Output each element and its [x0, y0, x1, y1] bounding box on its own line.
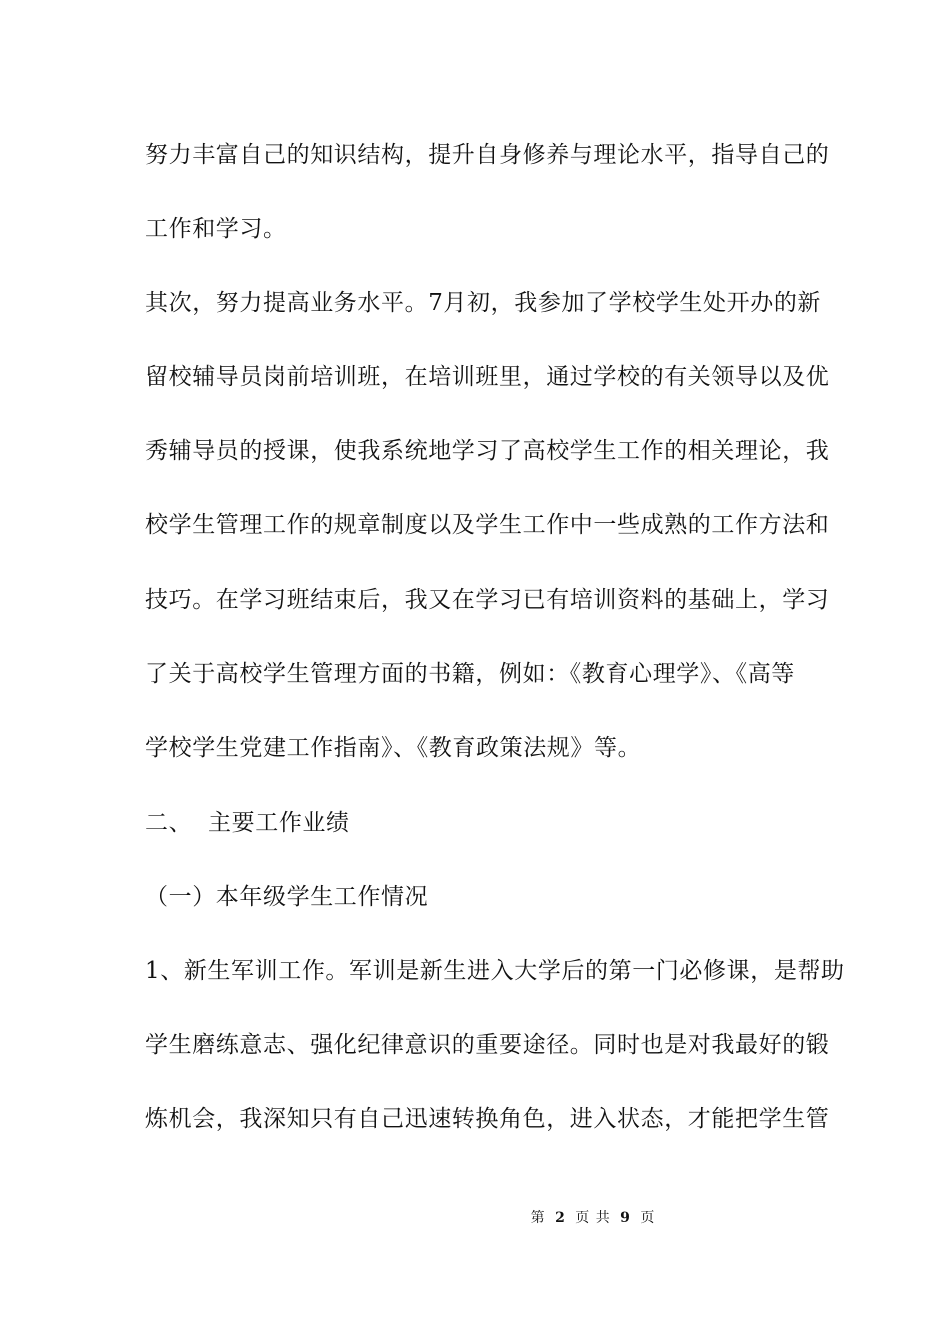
text-line-4: 留校辅导员岗前培训班，在培训班里，通过学校的有关领导以及优 — [145, 364, 830, 390]
text-line-1: 努力丰富自己的知识结构，提升自身修养与理论水平，指导自己的 — [145, 142, 830, 168]
footer-suffix: 页 — [640, 1210, 656, 1226]
page-footer — [0, 1209, 950, 1227]
text-line-7: 技巧。在学习班结束后，我又在学习已有培训资料的基础上，学习 — [145, 587, 830, 613]
text-line-12: 1、新生军训工作。军训是新生进入大学后的第一门必修课，是帮助 — [145, 958, 845, 984]
text-line-9: 学校学生党建工作指南》、《教育政策法规》等。 — [145, 735, 642, 761]
text-line-6: 校学生管理工作的规章制度以及学生工作中一些成熟的工作方法和 — [145, 512, 830, 538]
footer-total-pages: 9 — [620, 1210, 631, 1226]
text-line-5: 秀辅导员的授课，使我系统地学习了高校学生工作的相关理论，我 — [145, 438, 830, 464]
section-heading: 二、 主要工作业绩 — [145, 810, 350, 836]
footer-prefix: 第 — [530, 1210, 546, 1226]
footer-mid: 页 共 — [575, 1210, 611, 1226]
text-line-8: 了关于高校学生管理方面的书籍，例如：《教育心理学》、《高等 — [145, 661, 795, 687]
footer-current-page: 2 — [555, 1210, 566, 1226]
text-line-14: 炼机会，我深知只有自己迅速转换角色，进入状态，才能把学生管 — [145, 1106, 830, 1132]
subsection-heading: （一）本年级学生工作情况 — [145, 884, 429, 910]
text-line-13: 学生磨练意志、强化纪律意识的重要途径。同时也是对我最好的锻 — [145, 1032, 830, 1058]
text-line-2: 工作和学习。 — [145, 216, 287, 242]
text-line-3: 其次，努力提高业务水平。7月初，我参加了学校学生处开办的新 — [145, 290, 822, 316]
